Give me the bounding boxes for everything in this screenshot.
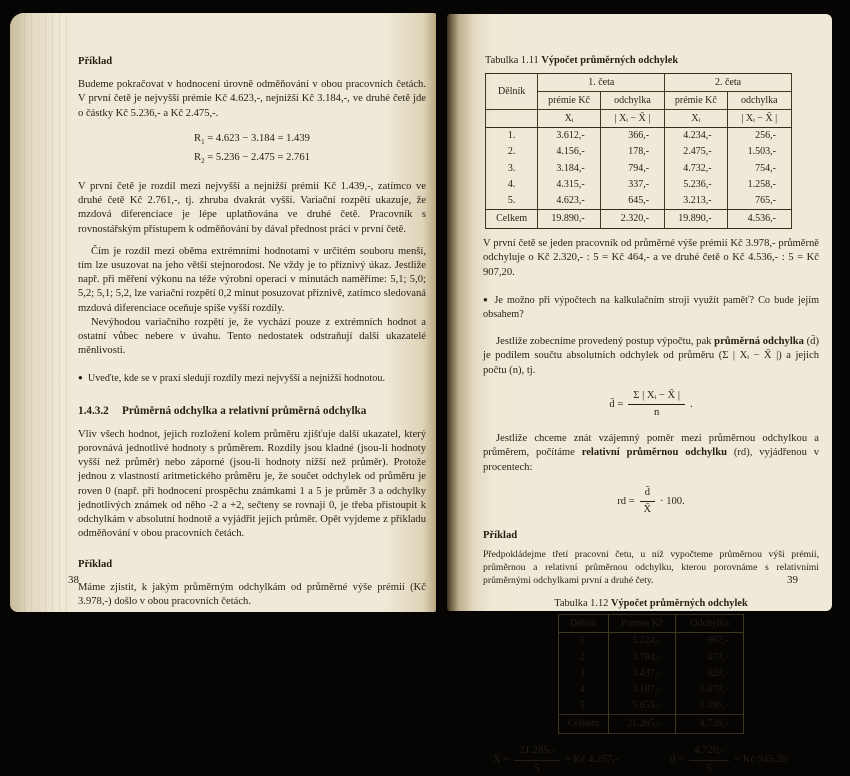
table-cell: 1.258,- (727, 177, 791, 193)
page-number-right: 39 (787, 574, 798, 586)
table-cell: 3.184,- (538, 161, 600, 177)
paragraph: Budeme pokračovat v hodnocení úrovně odměňování v obou pracovních četách. V první četě je nejvyšší prémie Kč 4.623,-, nejnižší Kč 3.184,-, ve druhé četě jde o částky Kč 5.236,- a Kč 2.475,-. (78, 79, 426, 119)
table-cell: 754,- (727, 161, 791, 177)
page-edge-stack (10, 13, 68, 612)
paragraph: V první četě se jeden pracovník od průměrné výše prémií Kč 3.978,- průměrně odchyluje o Kč 2.320,- : 5 = Kč 464,- a ve druhé četě o Kč 4.536,- : 5 = Kč 907,20. (483, 238, 819, 278)
table-cell: 5. (486, 193, 538, 210)
table-cell: 4.726,- (676, 715, 744, 734)
question-bullet (483, 293, 819, 322)
table-cell: 3.784,- (608, 650, 676, 666)
equation-r1: $R_1 = 4.623 - 3.184 = 1.439$ (194, 132, 310, 146)
table-cell (486, 110, 538, 128)
table-cell: 1. (559, 633, 609, 650)
table-cell: 3. (559, 666, 609, 682)
left-page (10, 13, 436, 612)
formula-mean-deviation: d̄ = $\frac{4.726,-}{5}$ = Kč 945,20 (670, 745, 787, 774)
paragraph: V první četě je rozdíl mezi nejvyšší a nejnižší prémií Kč 1.439,-, zatímco ve druhé četě Kč 2.761,-, tj. zhruba dvakrát vyšší. Variační rozpětí ukazuje, že mzdová diferenciace je lépe uplatňována ve druhé četě. Pracovník s rovnostářským přístupem k odměňování by dával přednost práci v první četě. (78, 181, 426, 235)
table-total-row (559, 715, 744, 734)
table-header-cell: odchylka (600, 92, 664, 110)
table-header-cell: Prémie Kč (608, 615, 676, 633)
table-row (486, 193, 792, 210)
result-formulas (483, 744, 819, 775)
table-row (559, 682, 744, 698)
table-cell: 4. (486, 177, 538, 193)
table-cell: 5.236,- (665, 177, 727, 193)
table-cell: 3.213,- (665, 193, 727, 210)
question-bullet (78, 371, 426, 386)
table-cell: 2. (559, 650, 609, 666)
bullet-text: Uveďte, kde se v praxi sledují rozdíly mezi nejvyšší a nejnižší hodnotou. (87, 373, 385, 385)
table-1-12 (558, 614, 744, 734)
bold-term: průměrná odchylka (714, 336, 804, 348)
range-equations (78, 131, 426, 169)
paragraph: Máme zjistit, k jakým průměrným odchylkám od průměrné výše prémií (Kč 3.978,-) došlo v obou pracovních četách. (78, 581, 426, 607)
bullet-text: Je možno při výpočtech na kalkulačním stroji využít paměť? Co bude jejím obsahem? (483, 294, 819, 321)
table-row (486, 74, 792, 92)
table-row (559, 698, 744, 715)
table-header-cell: Dělník (486, 74, 538, 110)
table-cell: 473,- (676, 650, 744, 666)
table-cell: 4.315,- (538, 177, 600, 193)
paragraph: Vliv všech hodnot, jejich rozložení kolem průměru zjišťuje další ukazatel, který porovnává jednotlivé hodnoty s průměrem. Rozdíly jsou kladné (jsou-li hodnoty vyšší než průměr) nebo záporné (jsou-li hodnoty nižší než průměr). Protože jednou z vlastností aritmetického průměru je, že součet odchylek od průměru je roven 0 (např. při hodnocení prospěchu známkami 1 a 5 je průměr 3 a odchylky jednotlivých známek od něho -2 a +2, sečteny se rovnají 0, je třeba přistoupit k odchylkám v absolutní hodnotě a vyjádřit jejich průměr. Opět vyjdeme z příkladu odměňování v obou pracovních četách. (78, 428, 426, 540)
paragraph: Předpokládejme třetí pracovní četu, u níž vypočteme průměrnou výši prémií, průměrnou a relativní průměrnou odchylku, kterou porovnáme s relativními průměrnými odchylkami první a druhé čety. (483, 549, 819, 586)
equation-r2: $R_2 = 5.236 - 2.475 = 2.761$ (194, 151, 310, 166)
table-cell: 1.396,- (676, 698, 744, 715)
bold-term: relativní průměrnou odchylku (581, 447, 728, 459)
table-cell: 4.156,- (538, 144, 600, 160)
table-row (486, 128, 792, 145)
table-header-cell: 1. četa (538, 74, 665, 92)
paragraph: Jestliže chceme znát vzájemný poměr mezi průměrnou odchylkou a průměrem, počítáme relativní průměrnou odchylku (rd), vyjádřenou v procentech: (483, 433, 819, 473)
table-1-11 (485, 73, 792, 229)
left-page-content (78, 55, 426, 609)
table-cell: 645,- (600, 193, 664, 210)
table-cell: 1. (486, 128, 538, 145)
table-row (559, 650, 744, 666)
table-cell: 366,- (600, 128, 664, 145)
table-row (486, 110, 792, 128)
table-header-cell: Odchylka (676, 615, 744, 633)
table-row (486, 161, 792, 177)
table-cell: 3.612,- (538, 128, 600, 145)
table-symbol-cell: | Xᵢ − X̄ | (600, 110, 664, 128)
table-cell: 5. (559, 698, 609, 715)
section-number: 1.4.3.2 (78, 404, 109, 417)
right-page (447, 14, 832, 774)
table-cell: 19.890,- (538, 210, 600, 229)
table-symbol-cell: Xᵢ (538, 110, 600, 128)
table-header-cell: prémie Kč (665, 92, 727, 110)
bullet-icon: ● (483, 294, 490, 304)
table-cell: 5.224,- (608, 633, 676, 650)
table-cell: 4.623,- (538, 193, 600, 210)
table-cell: 4.234,- (665, 128, 727, 145)
paragraph: Nevýhodou variačního rozpětí je, že vychází pouze z extrémních hodnot a ostatní vůbec nebere v úvahu. Tento nedostatek odstraňují další ukazatelé měnlivosti. (78, 316, 426, 357)
table-row (559, 633, 744, 650)
table-cell: 21.285,- (608, 715, 676, 734)
table-cell: 5.653,- (608, 698, 676, 715)
table-cell: 19.890,- (665, 210, 727, 229)
table-header-cell: 2. četa (665, 74, 792, 92)
table-cell: 4.732,- (665, 161, 727, 177)
table-row (486, 144, 792, 160)
table-cell: 3.437,- (608, 666, 676, 682)
table-symbol-cell: Xᵢ (665, 110, 727, 128)
page-number-left: 38 (68, 574, 79, 586)
table-header-cell: Dělník (559, 615, 609, 633)
paragraph: Čím je rozdíl mezi oběma extrémními hodnotami v určitém souboru menší, tím lze usuzovat na jeho větší stejnorodost. Ne vždy je to příznivý úkaz. Jestliže např. při měření výkonu na téže výrobní operaci v minutách naměříme: 5,1; 5,0; 5,2; 5,1; 5,2, lze variační rozpětí 0,2 minut posuzovat příznivě, zatímco sledovaná mzdová diferenciace oceňuje spíše vyšší rozdíly. (78, 245, 426, 314)
table-cell: 178,- (600, 144, 664, 160)
table-cell: 2.320,- (600, 210, 664, 229)
table-header-cell: prémie Kč (538, 92, 600, 110)
table-cell: 1.503,- (727, 144, 791, 160)
formula-average-deviation: d̄ = $\frac{\text{Σ | Xᵢ − X̄ |}}{n}$ . (609, 389, 693, 419)
table-row (559, 615, 744, 633)
table-cell: 4.536,- (727, 210, 791, 229)
table-cell: 820,- (676, 666, 744, 682)
table-cell: 1.070,- (676, 682, 744, 698)
table-header-cell: odchylka (727, 92, 791, 110)
example-heading: Příklad (483, 530, 518, 542)
section-title: Průměrná odchylka a relativní průměrná odchylka (122, 404, 367, 417)
table-row (559, 666, 744, 682)
table-cell: 337,- (600, 177, 664, 193)
section-heading (78, 404, 426, 418)
table-cell: Celkem (486, 210, 538, 229)
right-page-content (483, 54, 819, 776)
example-heading: Příklad (78, 558, 113, 570)
table-symbol-cell: | Xᵢ − X̄ | (727, 110, 791, 128)
formula-mean: X̄ = $\frac{21.285,-}{5}$ = Kč 4.257,- (493, 745, 619, 774)
table-caption: Tabulka 1.12 Výpočet průměrných odchylek (554, 598, 748, 610)
table-cell: Celkem (559, 715, 609, 734)
table-cell: 256,- (727, 128, 791, 145)
table-cell: 2.475,- (665, 144, 727, 160)
table-total-row (486, 210, 792, 229)
table-cell: 3.187,- (608, 682, 676, 698)
table-cell: 4. (559, 682, 609, 698)
table-cell: 3. (486, 161, 538, 177)
table-caption: Tabulka 1.11 Výpočet průměrných odchylek (485, 55, 679, 66)
paragraph: Jestliže zobecníme provedený postup výpočtu, pak průměrná odchylka (d̄) je podílem součtu absolutních odchylek od průměru (Σ | Xᵢ − X̄ |) a jejich počtu (n), tj. (483, 336, 819, 376)
table-row (486, 177, 792, 193)
example-heading: Příklad (78, 56, 113, 67)
table-cell: 765,- (727, 193, 791, 210)
table-cell: 794,- (600, 161, 664, 177)
bullet-icon: ● (78, 373, 83, 383)
table-cell: 2. (486, 144, 538, 160)
formula-relative-deviation: rd = $\frac{d̄}{X̄}$ · 100. (617, 486, 685, 516)
table-cell: 967,- (676, 633, 744, 650)
